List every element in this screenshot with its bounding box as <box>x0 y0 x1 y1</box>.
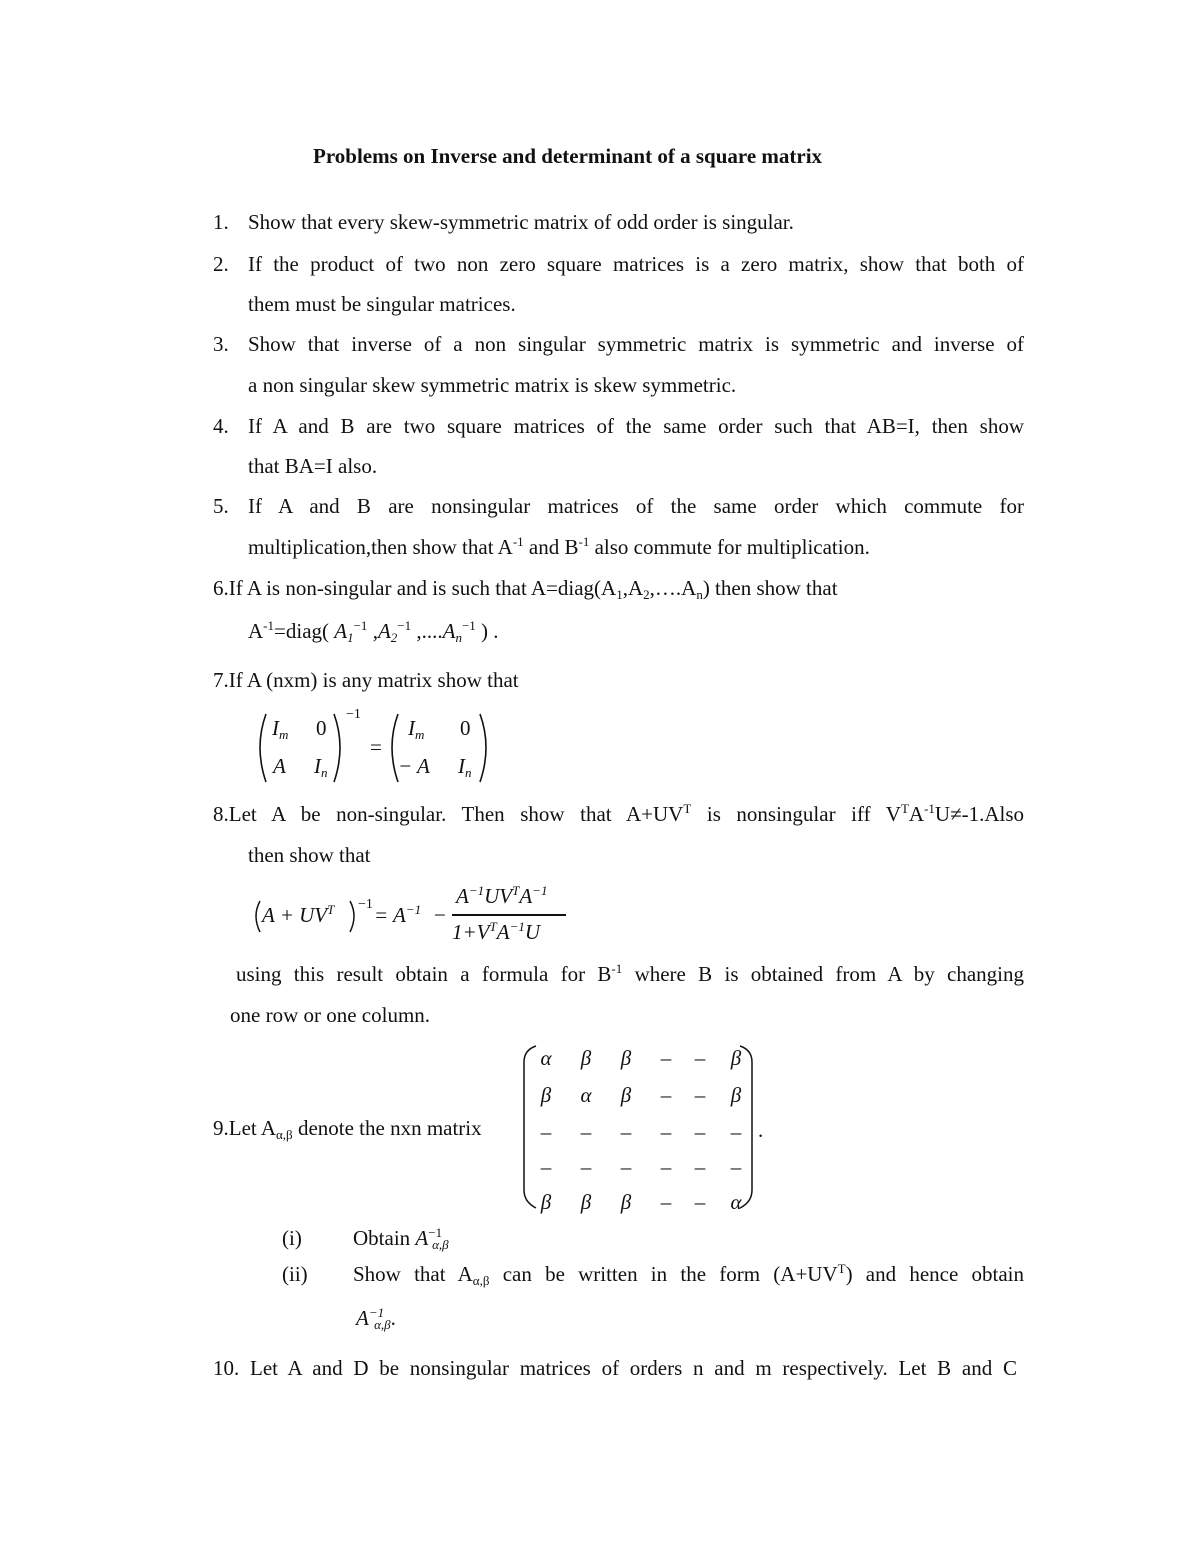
matrix-cell: – <box>694 1083 706 1107</box>
fraction-bar <box>452 914 566 916</box>
problem-3-line-1: Show that inverse of a non singular symmetric matrix is symmetric and inverse of <box>248 332 1024 356</box>
matrix-cell: – <box>580 1155 592 1179</box>
subpart-i-label: (i) <box>282 1226 302 1250</box>
problem-1-text: Show that every skew-symmetric matrix of odd order is singular. <box>248 210 794 234</box>
zero-left: 0 <box>316 716 327 740</box>
problem-number-5: 5. <box>213 494 229 518</box>
matrix-cell: – <box>620 1120 632 1144</box>
matrix-cell: β <box>580 1190 592 1214</box>
zero-right: 0 <box>460 716 471 740</box>
matrix-cell: β <box>580 1046 592 1070</box>
problem-10-text: 10. Let A and D be nonsingular matrices of orders n and m respectively. Let B and C <box>213 1356 1017 1380</box>
problem-4-line-2: that BA=I also. <box>248 454 378 478</box>
problem-number-1: 1. <box>213 210 229 234</box>
problem-8-line-1: 8.Let A be non-singular. Then show that $A+UV^T$ is nonsingular iff $V^TA^{-1}U\ne-1.Also$ <box>213 801 1025 826</box>
matrix-cell: α <box>580 1083 592 1107</box>
equals-sign: = <box>370 735 382 759</box>
matrix-cell: – <box>540 1120 552 1144</box>
subpart-ii-text: Show that $A_{\alpha,\beta}$ can be written in the form $(A+UV^T)$ and hence obtain <box>353 1261 1025 1288</box>
problem-4-line-1: If A and B are two square matrices of the same order such that AB=I, then show <box>248 414 1024 438</box>
matrix-cell: – <box>660 1046 672 1070</box>
identity-n-left: $I_n$ <box>314 754 328 780</box>
problem-2-line-1: If the product of two non zero square matrices is a zero matrix, show that both of <box>248 252 1024 276</box>
formula-lhs-inverse: −1 <box>358 897 373 912</box>
problem-6-line-1: 6.If A is non-singular and is such that $A=diag(A_1,A_2,\dots.A_n)$ then show that <box>213 576 838 602</box>
matrix-cell: – <box>660 1190 672 1214</box>
matrix-cell: – <box>694 1155 706 1179</box>
matrix-cell: – <box>660 1155 672 1179</box>
problem-8-line-2: then show that <box>248 843 371 867</box>
matrix-cell: – <box>694 1190 706 1214</box>
problem-6-line-2: $A^{-1}=diag$( $A_1^{-1}$ $,A_2^{-1}$ $,....A_n^{-1}$ ) . <box>248 618 499 645</box>
identity-m-left: $I_m$ <box>272 716 289 742</box>
matrix-cell: β <box>620 1083 632 1107</box>
a-left: A <box>273 754 286 778</box>
matrix-cell: – <box>580 1120 592 1144</box>
subpart-ii-result: $A^{-1}_{\alpha,\beta}$. <box>356 1305 396 1332</box>
matrix-cell: β <box>540 1190 552 1214</box>
matrix-cell: – <box>730 1120 742 1144</box>
inverse-superscript: −1 <box>346 707 361 722</box>
page-title: Problems on Inverse and determinant of a square matrix <box>313 144 823 168</box>
problem-5-line-2: multiplication,then show that $A^{-1}$ and $B^{-1}$ also commute for multiplication. <box>248 534 870 559</box>
matrix-cell: β <box>620 1190 632 1214</box>
matrix-cell: – <box>660 1120 672 1144</box>
problem-9-lead: 9.Let $A_{\alpha,\beta}$ denote the nxn matrix <box>213 1116 482 1142</box>
matrix-cell: – <box>694 1120 706 1144</box>
problem-number-2: 2. <box>213 252 229 276</box>
problem-number-3: 3. <box>213 332 229 356</box>
formula-minus: − <box>434 903 446 927</box>
formula-denominator: $1+V^TA^{-1}U$ <box>452 919 541 944</box>
problem-3-line-2: a non singular skew symmetric matrix is skew symmetric. <box>248 373 737 397</box>
neg-a-right: − A <box>398 754 430 778</box>
problem-7-line-1: 7.If A (nxm) is any matrix show that <box>213 668 519 692</box>
matrix-cell: β <box>620 1046 632 1070</box>
identity-n-right: $I_n$ <box>458 754 472 780</box>
problem-2-line-2: them must be singular matrices. <box>248 292 516 316</box>
matrix-cell: – <box>694 1046 706 1070</box>
identity-m-right: $I_m$ <box>408 716 425 742</box>
block-matrix-parentheses <box>252 707 512 790</box>
matrix-cell: α <box>540 1046 552 1070</box>
matrix-cell: – <box>540 1155 552 1179</box>
problem-number-4: 4. <box>213 414 229 438</box>
matrix-cell: – <box>730 1155 742 1179</box>
matrix-cell: – <box>620 1155 632 1179</box>
problem-8-line-4: one row or one column. <box>230 1003 431 1027</box>
matrix-cell: β <box>730 1083 742 1107</box>
matrix-cell: β <box>730 1046 742 1070</box>
matrix-cell: α <box>730 1190 742 1214</box>
formula-lhs: $A + UV^T$ <box>262 902 335 927</box>
problem-5-line-1: If A and B are nonsingular matrices of the same order which commute for <box>248 494 1024 518</box>
matrix-period: . <box>758 1118 764 1142</box>
subpart-i-text: Obtain $A^{-1}_{\alpha,\beta}$ <box>353 1225 449 1252</box>
formula-numerator: $A^{-1}UV^TA^{-1}$ <box>456 883 548 908</box>
formula-rhs-a-inverse: = $A^{-1}$ <box>374 902 422 927</box>
problem-8-line-3: using this result obtain a formula for $B^{-1}$ where B is obtained from A by changing <box>236 961 1024 986</box>
subpart-ii-label: (ii) <box>282 1262 308 1286</box>
matrix-cell: β <box>540 1083 552 1107</box>
matrix-cell: – <box>660 1083 672 1107</box>
